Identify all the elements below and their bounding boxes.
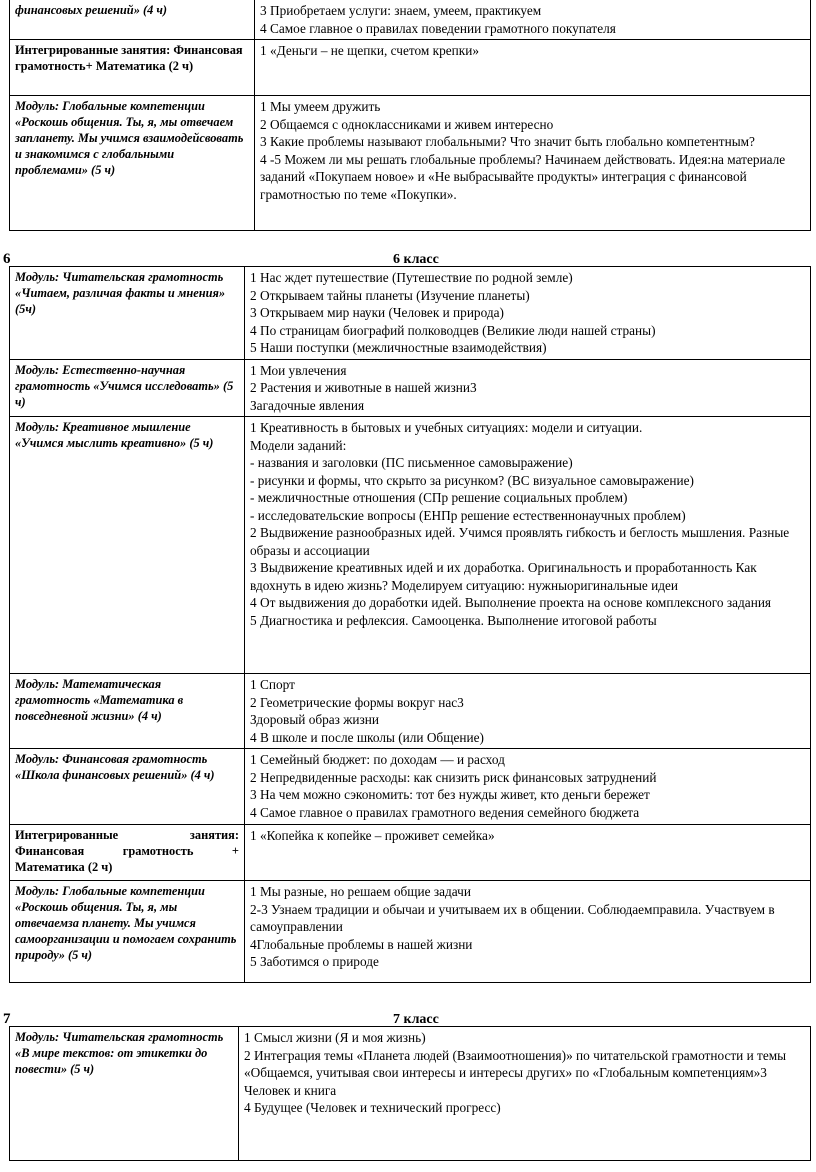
topic-line: 1 Нас ждет путешествие (Путешествие по родной земле) — [250, 270, 573, 285]
topics-cell — [245, 674, 811, 749]
grade-7-number: 7 — [3, 1011, 11, 1027]
topics-cell — [245, 881, 811, 983]
topic-line: 5 Наши поступки (межличностные взаимодействия) — [250, 340, 547, 355]
module-cell: Модуль: Глобальные компетенции «Роскошь общения. Ты, я, мы отвечаем запланету. Мы учимся взаимодейсвовать и знакомимся с глобальными проблемами» (5 ч) — [10, 96, 255, 231]
table-row — [10, 267, 811, 360]
topic-line: 2 Открываем тайны планеты (Изучение планеты) — [250, 287, 530, 303]
topic-line: 4 В школе и после школы (или Общение) — [250, 729, 484, 745]
topics-cell — [255, 0, 811, 40]
module-cell: Модуль: Финансовая грамотность «Школа финансовых решений» (4 ч) — [10, 749, 245, 825]
grade-6-number: 6 — [3, 251, 11, 267]
topic-line: - рисунки и формы, что скрыто за рисунком? (ВС визуальное самовыражение) — [250, 472, 694, 488]
topics-cell — [255, 40, 811, 96]
topic-line: 1 Спорт — [250, 677, 295, 692]
topic-line: 4 По страницам биографий полководцев (Великие люди нашей страны) — [250, 322, 656, 338]
topic-line: 1 Семейный бюджет: по доходам — и расход — [250, 752, 505, 767]
table-row — [10, 40, 811, 96]
topic-line: 4 От выдвижения до доработки идей. Выполнение проекта на основе комплексного задания — [250, 595, 772, 610]
table-grade5-continued — [9, 0, 811, 231]
topic-line: 4Глобальные проблемы в нашей жизни — [250, 936, 473, 952]
topic-line: 3 Какие проблемы называют глобальными? Что значит быть глобально компетентным? — [260, 134, 755, 149]
topic-line: Модели заданий: — [250, 437, 347, 453]
grade-7-title: 7 класс — [393, 1012, 439, 1027]
module-cell: Модуль: Креативное мышление «Учимся мыслить креативно» (5 ч) — [10, 417, 245, 674]
table-row — [10, 96, 811, 231]
topics-cell — [239, 1027, 811, 1161]
module-cell: Интегрированные занятия: Финансовая грамотность + Математика (2 ч) — [10, 825, 245, 881]
table-row — [10, 417, 811, 674]
table-grade6 — [9, 266, 811, 983]
topic-line: 1 Смысл жизни (Я и моя жизнь) — [244, 1030, 426, 1045]
topic-line: 1 Мы разные, но решаем общие задачи — [250, 884, 471, 899]
topic-line: Человек и книга — [244, 1082, 337, 1098]
topics-cell — [245, 749, 811, 825]
table-grade7 — [9, 1026, 811, 1161]
topic-line: 4 Самое главное о правилах грамотного ведения семейного бюджета — [250, 804, 640, 820]
grade-6-title: 6 класс — [393, 252, 439, 267]
topic-line: 2 Непредвиденные расходы: как снизить риск финансовых затруднений — [250, 769, 657, 785]
topic-line: Здоровый образ жизни — [250, 712, 380, 727]
topic-line: Загадочные явления — [250, 397, 365, 413]
topics-cell — [245, 825, 811, 881]
table-row — [10, 1027, 811, 1161]
module-cell: Модуль: Читательская грамотность «В мире текстов: от этикетки до повести» (5 ч) — [10, 1027, 239, 1161]
topics-cell — [245, 417, 811, 674]
topic-line: 1 Креативность в бытовых и учебных ситуациях: модели и ситуации. — [250, 420, 643, 435]
topic-line: 5 Диагностика и рефлексия. Самооценка. Выполнение итоговой работы — [250, 612, 657, 628]
topic-line: 3 На чем можно сэкономить: тот без нужды живет, кто деньги бережет — [250, 787, 650, 802]
table-row — [10, 749, 811, 825]
module-cell: Интегрированные занятия: Финансовая грамотность+ Математика (2 ч) — [10, 40, 255, 96]
table-row — [10, 881, 811, 983]
topic-line: 5 Заботимся о природе — [250, 954, 379, 969]
table-row — [10, 674, 811, 749]
module-cell: Модуль: Глобальные компетенции «Роскошь общения. Ты, я, мы отвечаемза планету. Мы учимся самоорганизации и помогаем сохранить природу» (5 ч) — [10, 881, 245, 983]
topic-line: 1 «Копейка к копейке – проживет семейка» — [250, 828, 495, 843]
topic-line: 1 Мои увлечения — [250, 362, 347, 378]
topic-line: 2 Растения и животные в нашей жизни3 — [250, 380, 477, 395]
topic-line: 3 Выдвижение креативных идей и их доработка. Оригинальность и проработанность Как вдохнуть в идею жизнь? Моделируем ситуацию: нужныоригинальные идеи — [250, 560, 757, 593]
module-cell: финансовых решений» (4 ч) — [10, 0, 255, 40]
topic-line: - межличностные отношения (СПр решение социальных проблем) — [250, 490, 628, 505]
topic-line: - исследовательские вопросы (ЕНПр решение естественнонаучных проблем) — [250, 507, 686, 523]
topic-line: 3 Приобретаем услуги: знаем, умеем, практикуем — [260, 3, 542, 18]
topic-line: 2 Общаемся с одноклассниками и живем интересно — [260, 116, 554, 132]
table-row — [10, 825, 811, 881]
topic-line: 4 Будущее (Человек и технический прогресс) — [244, 1100, 501, 1115]
table-row — [10, 0, 811, 40]
topic-line: 1 Мы умеем дружить — [260, 99, 381, 114]
topic-line: 1 «Деньги – не щепки, счетом крепки» — [260, 43, 479, 58]
topic-line: 4 Самое главное о правилах поведении грамотного покупателя — [260, 20, 616, 36]
topic-line: 2 Интеграция темы «Планета людей (Взаимоотношения)» по читательской грамотности и темы «Общаемся, учитывая свои интересы и интересы других» по «Глобальным компетенциям»3 — [244, 1047, 787, 1080]
topic-line: 2 Геометрические формы вокруг нас3 — [250, 694, 464, 710]
table-row — [10, 359, 811, 417]
topics-cell — [255, 96, 811, 231]
module-cell: Модуль: Читательская грамотность «Читаем, различая факты и мнения» (5ч) — [10, 267, 245, 360]
module-cell: Модуль: Математическая грамотность «Математика в повседневной жизни» (4 ч) — [10, 674, 245, 749]
topics-cell — [245, 359, 811, 417]
topics-cell — [245, 267, 811, 360]
topic-line: 3 Открываем мир науки (Человек и природа) — [250, 305, 504, 320]
module-cell: Модуль: Естественно-научная грамотность «Учимся исследовать» (5 ч) — [10, 359, 245, 417]
topic-line: - названия и заголовки (ПС письменное самовыражение) — [250, 455, 573, 470]
topic-line: 2-3 Узнаем традиции и обычаи и учитываем их в общении. Соблюдаемправила. Участвуем в самоуправлении — [250, 901, 775, 934]
topic-line: 4 -5 Можем ли мы решать глобальные проблемы? Начинаем действовать. Идея:на материале заданий «Покупаем новое» и «Не выбрасывайте продукты» интеграция с финансовой грамотностью по теме «Покупки». — [260, 151, 786, 202]
topic-line: 2 Выдвижение разнообразных идей. Учимся проявлять гибкость и беглость мышления. Разные образы и ассоциации — [250, 525, 790, 558]
